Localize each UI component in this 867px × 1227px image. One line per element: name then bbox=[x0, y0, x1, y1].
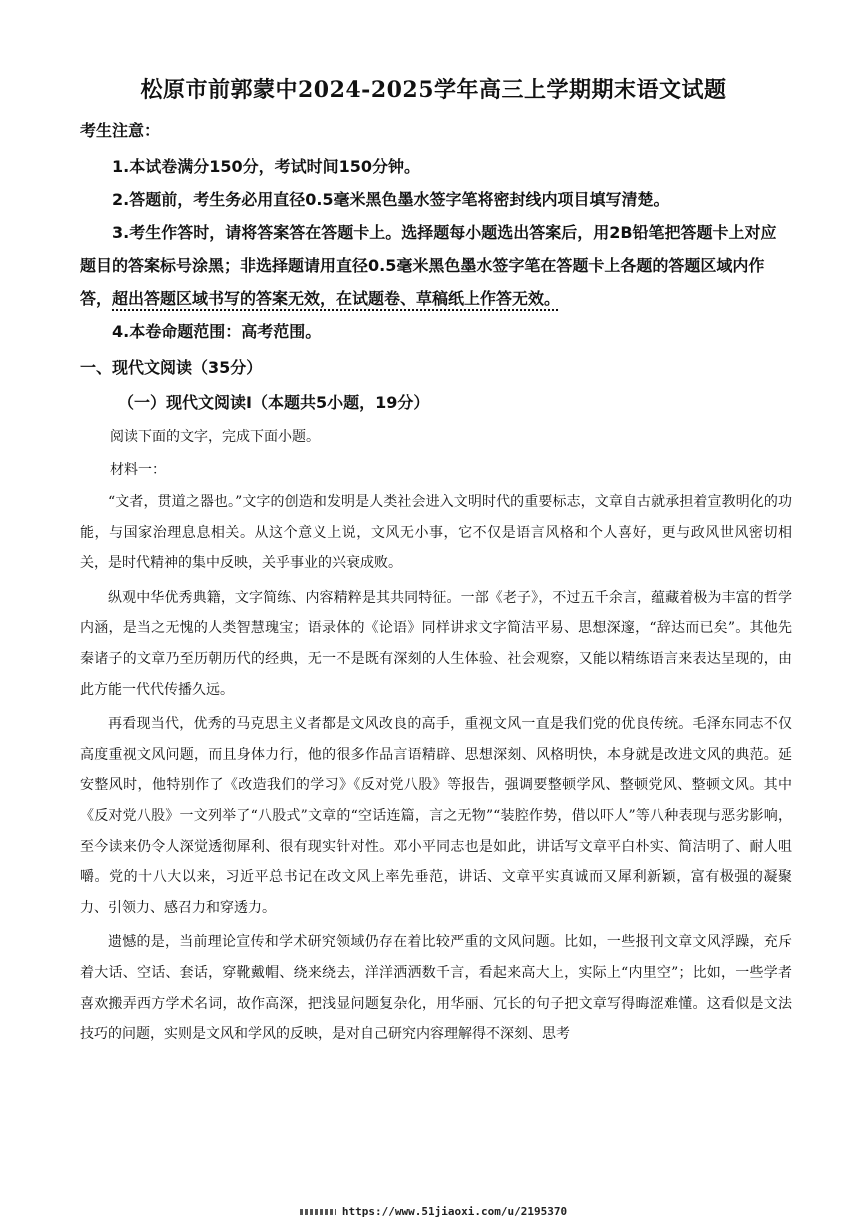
material-body bbox=[80, 487, 792, 1054]
notice-item-3-emphasis: 超出答题区域书写的答案无效，在试题卷、草稿纸上作答无效。 bbox=[112, 289, 561, 308]
footer-watermark bbox=[0, 1205, 867, 1218]
section-heading: 一、现代文阅读（35分） bbox=[80, 358, 263, 377]
watermark-mark-icon bbox=[300, 1209, 336, 1215]
notice-list bbox=[80, 150, 792, 348]
footer-url[interactable]: https://www.51jiaoxi.com/u/2195370 bbox=[341, 1205, 568, 1218]
notice-item-3-text: 3.考生作答时，请将答案答在答题卡上。选择题每小题选出答案后，用2B铅笔把答题卡上对应题目的答案标号涂黑；非选择题请用直径0.5毫米黑色墨水签字笔在答题卡上各题的答题区域内作答， bbox=[80, 223, 777, 308]
notice-item-4: 4.本卷命题范围：高考范围。 bbox=[112, 322, 322, 341]
notice-item-1: 1.本试卷满分150分，考试时间150分钟。 bbox=[112, 157, 421, 176]
notice-item-2: 2.答题前，考生务必用直径0.5毫米黑色墨水签字笔将密封线内项目填写清楚。 bbox=[112, 190, 670, 209]
paragraph-4: 遗憾的是，当前理论宣传和学术研究领域仍存在着比较严重的文风问题。比如，一些报刊文章文风浮躁，充斥着大话、空话、套话，穿靴戴帽、绕来绕去，洋洋洒洒数千言，看起来高大上，实际上“内里空”；比如，一些学者喜欢搬弄西方学术名词，故作高深，把浅显问题复杂化，用华丽、冗长的句子把文章写得晦涩难懂。这看似是文法技巧的问题，实则是文风和学风的反映，是对自己研究内容理解得不深刻、思考 bbox=[80, 934, 792, 1043]
notice-item-3 bbox=[80, 216, 792, 315]
paragraph-2: 纵观中华优秀典籍，文字简练、内容精粹是其共同特征。一部《老子》，不过五千余言，蕴藏着极为丰富的哲学内涵，是当之无愧的人类智慧瑰宝；语录体的《论语》同样讲求文字简洁平易、思想深邃，“辞达而已矣”。其他先秦诸子的文章乃至历朝历代的经典，无一不是既有深刻的人生体验、社会观察，又能以精练语言来表达呈现的，由此方能一代代传播久远。 bbox=[80, 589, 792, 698]
reading-instruction: 阅读下面的文字，完成下面小题。 bbox=[110, 429, 320, 445]
notice-heading: 考生注意： bbox=[80, 121, 161, 140]
paragraph-1: “文者，贯道之器也。”文字的创造和发明是人类社会进入文明时代的重要标志，文章自古就承担着宣教明化的功能，与国家治理息息相关。从这个意义上说，文风无小事，它不仅是语言风格和个人喜好，更与政风世风密切相关，是时代精神的集中反映，关乎事业的兴衰成败。 bbox=[80, 494, 792, 572]
page-title: 松原市前郭蒙中2024-2025学年高三上学期期末语文试题 bbox=[140, 77, 727, 103]
material-label: 材料一： bbox=[110, 462, 166, 478]
subsection-heading: （一）现代文阅读Ⅰ（本题共5小题，19分） bbox=[118, 393, 430, 412]
paragraph-3: 再看现当代，优秀的马克思主义者都是文风改良的高手，重视文风一直是我们党的优良传统。毛泽东同志不仅高度重视文风问题，而且身体力行，他的很多作品言语精辟、思想深刻、风格明快，本身就是改进文风的典范。延安整风时，他特别作了《改造我们的学习》《反对党八股》等报告，强调要整顿学风、整顿党风、整顿文风。其中《反对党八股》一文列举了“八股式”文章的“空话连篇，言之无物”“装腔作势，借以吓人”等八种表现与恶劣影响，至今读来仍令人深觉透彻犀利、很有现实针对性。邓小平同志也是如此，讲话写文章平白朴实、简洁明了、耐人咀嚼。党的十八大以来，习近平总书记在改文风上率先垂范，讲话、文章平实真诚而又犀利新颖，富有极强的凝聚力、引领力、感召力和穿透力。 bbox=[80, 716, 792, 916]
